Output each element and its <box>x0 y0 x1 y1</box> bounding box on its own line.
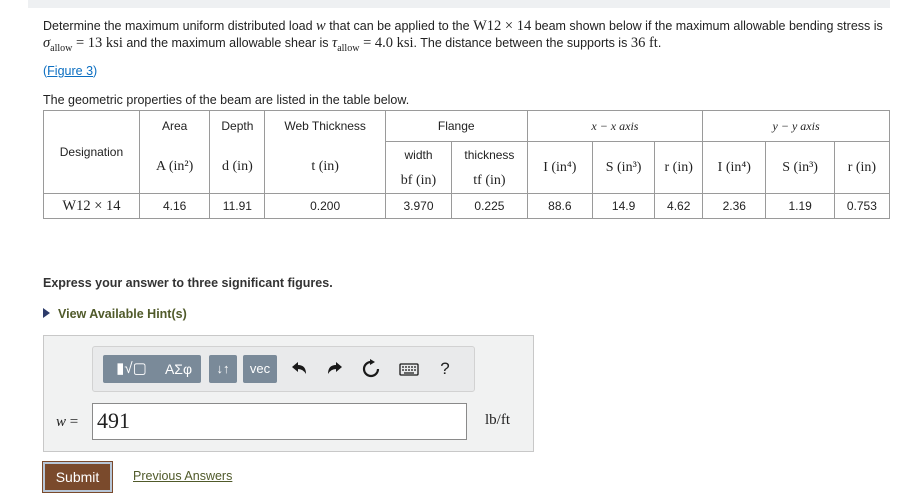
x-axis-header: x − x axis <box>527 111 703 142</box>
depth-header: Depth <box>210 111 265 142</box>
beam-designation: W12 × 14 <box>473 18 532 34</box>
templates-button[interactable]: ▮√▢ <box>103 355 160 383</box>
ix-value: 88.6 <box>527 194 592 219</box>
beam-properties-table <box>43 110 890 219</box>
view-hints-link[interactable]: View Available Hint(s) <box>43 307 187 321</box>
sx-unit: S (in³) <box>592 142 654 194</box>
keyboard-icon[interactable] <box>397 357 421 381</box>
math-toolbar <box>92 346 475 392</box>
top-bar <box>28 0 890 8</box>
previous-answers-link[interactable]: Previous Answers <box>133 469 233 483</box>
area-value: 4.16 <box>139 194 209 219</box>
flange-thickness-header: thickness <box>452 142 528 169</box>
help-icon[interactable]: ? <box>440 359 450 378</box>
table-row <box>44 194 890 219</box>
sigma-allow: $\sigma_{allow} = 13$ ksi <box>43 35 123 54</box>
depth-value: 11.91 <box>210 194 265 219</box>
ry-value: 0.753 <box>834 194 889 219</box>
figure-reference: (Figure 3) <box>43 64 98 78</box>
undo-icon[interactable] <box>287 357 311 381</box>
answer-variable-label: w = <box>56 414 79 430</box>
redo-icon[interactable] <box>323 357 347 381</box>
flange-thickness-value: 0.225 <box>452 194 528 219</box>
problem-text-3: beam shown below if the maximum allowable bending stress is <box>534 19 883 33</box>
flange-width-unit: bf (in) <box>385 168 451 194</box>
web-thickness-value: 0.200 <box>265 194 385 219</box>
sy-value: 1.19 <box>766 194 834 219</box>
iy-value: 2.36 <box>703 194 766 219</box>
flange-header: Flange <box>385 111 527 142</box>
sx-value: 14.9 <box>592 194 654 219</box>
answer-input[interactable]: 491 <box>92 403 467 440</box>
rx-unit: r (in) <box>655 142 703 194</box>
problem-text-5: . The distance between the supports is <box>413 36 628 50</box>
flange-width-header: width <box>385 142 451 169</box>
symbols-button[interactable]: ΑΣφ <box>156 355 201 383</box>
answer-unit: lb/ft <box>485 412 510 428</box>
web-thickness-unit: t (in) <box>265 142 385 194</box>
area-unit: A (in²) <box>139 142 209 194</box>
support-distance: 36 ft <box>630 35 658 51</box>
figure-link[interactable]: Figure 3 <box>47 64 94 78</box>
w-symbol: w <box>316 18 326 34</box>
table-caption: The geometric properties of the beam are listed in the table below. <box>43 93 410 107</box>
tau-allow: $\tau_{allow} = 4.0$ ksi <box>332 35 414 54</box>
designation-header: Designation <box>44 111 140 194</box>
vec-button[interactable]: vec <box>243 355 277 383</box>
designation-value: W12 × 14 <box>44 194 140 219</box>
iy-unit: I (in⁴) <box>703 142 766 194</box>
depth-unit: d (in) <box>210 142 265 194</box>
reset-icon[interactable] <box>359 357 383 381</box>
triangle-right-icon <box>43 308 50 318</box>
area-header: Area <box>139 111 209 142</box>
rx-value: 4.62 <box>655 194 703 219</box>
problem-text-2: that can be applied to the <box>329 19 470 33</box>
flange-thickness-unit: tf (in) <box>452 168 528 194</box>
arrows-button[interactable]: ↓↑ <box>209 355 237 383</box>
submit-button[interactable]: Submit <box>43 462 112 492</box>
y-axis-header: y − y axis <box>703 111 890 142</box>
sy-unit: S (in³) <box>766 142 834 194</box>
problem-statement: Determine the maximum uniform distributed load w that can be applied to the W12 × 14 beam shown below if the maximum allowable bending stress is $\sigma_{allow} = 13$ ksi and the maximum allowable shear is $\tau_{allow} = 4.0$ ksi. The distance between the supports is 36 ft. <box>43 18 883 54</box>
instructions: Express your answer to three significant figures. <box>43 276 333 290</box>
ix-unit: I (in⁴) <box>527 142 592 194</box>
flange-width-value: 3.970 <box>385 194 451 219</box>
problem-text-1: Determine the maximum uniform distributed load <box>43 19 313 33</box>
web-thickness-header: Web Thickness <box>265 111 385 142</box>
ry-unit: r (in) <box>834 142 889 194</box>
problem-text-4: and the maximum allowable shear is <box>126 36 329 50</box>
answer-panel <box>43 335 534 452</box>
